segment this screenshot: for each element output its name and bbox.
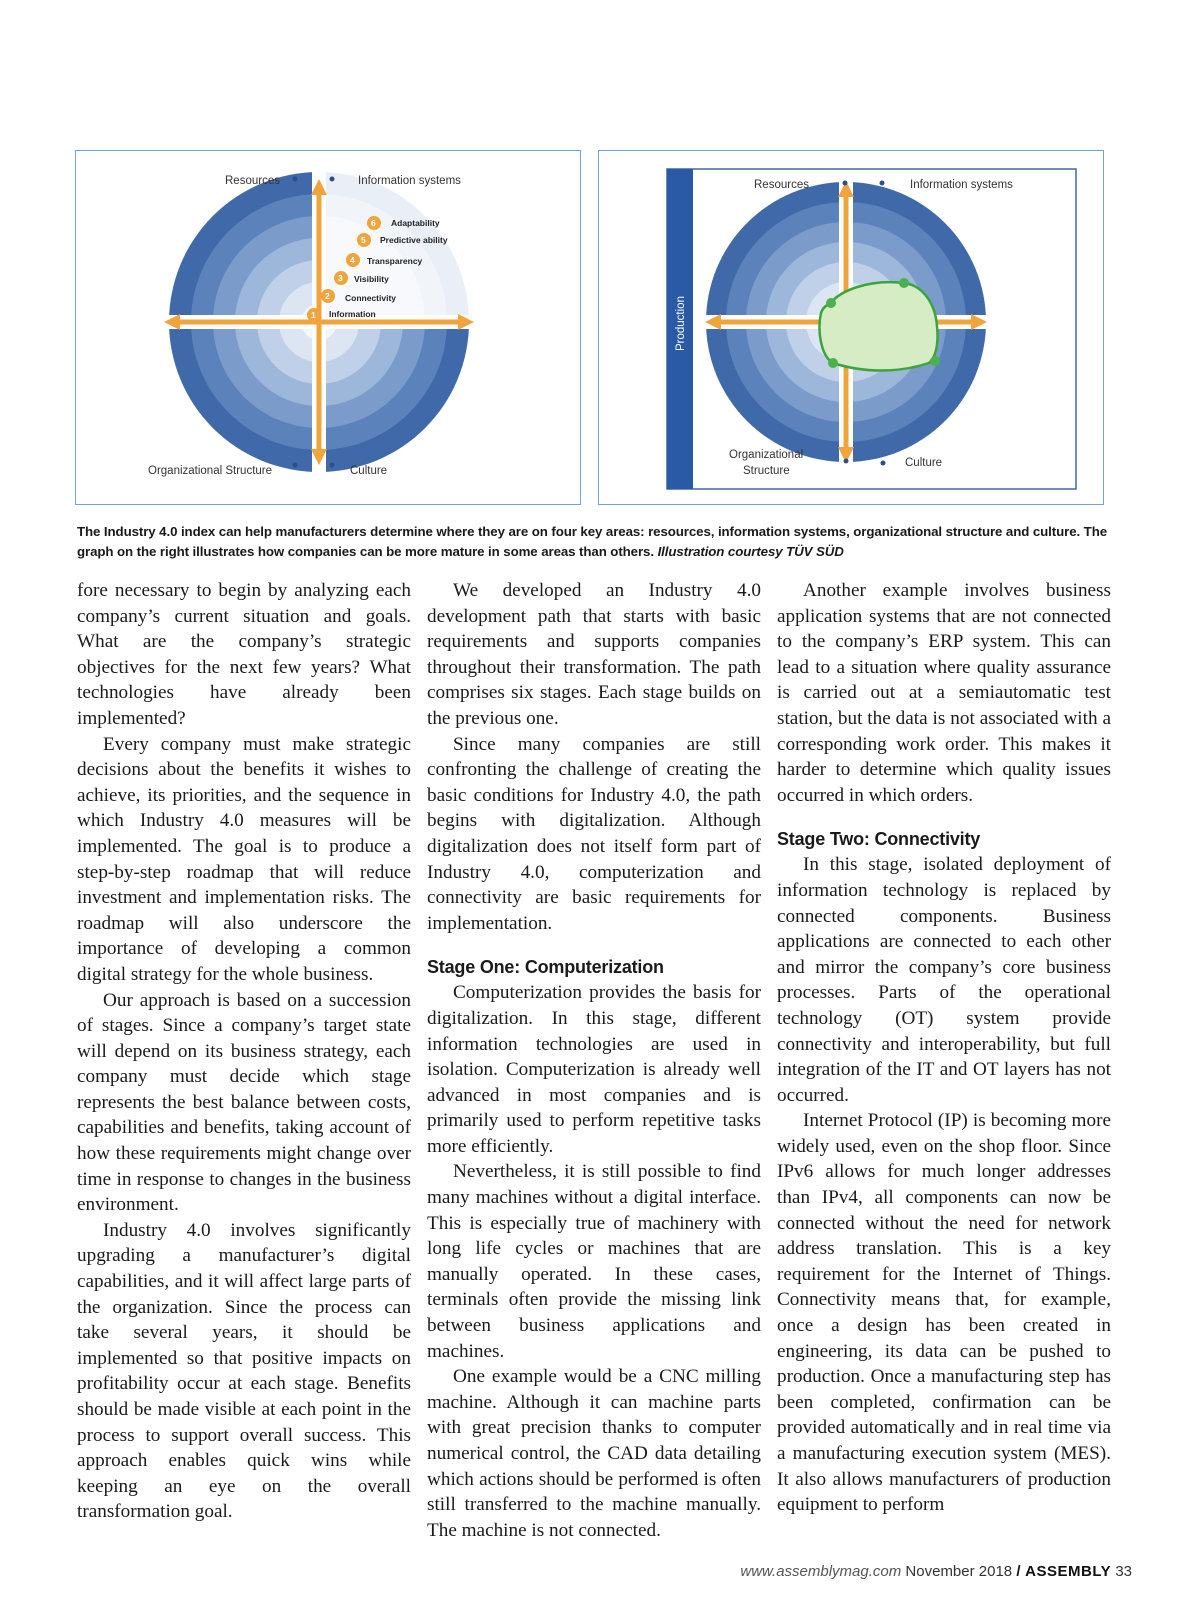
stage-number: 3 — [338, 273, 343, 283]
stage-number: 5 — [361, 235, 366, 245]
paragraph: Computerization provides the basis for digitalization. In this stage, different information technologies are used in isolation. Computerization is already well advanced in most companies and is primarily used to perform repetitive tasks more efficiently. — [427, 982, 761, 1157]
section-heading-stage-two: Stage Two: Connectivity — [777, 829, 981, 850]
page-footer — [740, 1563, 1132, 1580]
footer-date: November 2018 — [905, 1563, 1013, 1580]
stage-item — [346, 253, 423, 267]
stage-number: 1 — [311, 310, 316, 320]
article-column-1 — [77, 578, 411, 1525]
label-culture: Culture — [350, 465, 388, 477]
stage-label: Transparency — [367, 256, 423, 266]
article-column-2 — [427, 578, 761, 1543]
label-organizational-structure: Organizational Structure — [148, 465, 273, 477]
figure-caption — [77, 522, 1137, 562]
footer-url[interactable]: www.assemblymag.com — [740, 1563, 902, 1580]
stage-label: Visibility — [354, 274, 389, 284]
paragraph: Our approach is based on a succession of stages. Since a company’s target state will depend on its business strategy, each company must decide which stage represents the best balance between costs, capabilities and benefits, taking account of how these requirements might change over time in response to changes in the business environment. — [77, 989, 411, 1216]
figure-left-panel — [75, 150, 581, 505]
stage-label: Adaptability — [391, 218, 440, 228]
paragraph: Industry 4.0 involves significantly upgrading a manufacturer’s digital capabilities, and it will affect large parts of the organization. Since the process can take several years, it should be implemented so that positive impacts on profitability occur at each stage. Benefits should be made visible at each point in the process to support overall success. This approach enables quick wins while keeping an eye on the overall transformation goal. — [77, 1219, 411, 1523]
paragraph: One example would be a CNC milling machine. Although it can machine parts with great precision thanks to computer numerical control, the CAD data detailing which actions should be performed is often still transferred to the machine manually. The machine is not connected. — [427, 1366, 761, 1541]
stage-number: 4 — [350, 255, 355, 265]
label-resources: Resources — [225, 175, 280, 187]
stage-item — [367, 216, 440, 230]
industry-index-diagram-right — [599, 151, 1103, 504]
paragraph: We developed an Industry 4.0 development path that starts with basic requirements and supports companies throughout their transformation. The path comprises six stages. Each stage builds on the previous one. — [427, 580, 761, 729]
label-organizational-right-2: Structure — [743, 465, 790, 477]
paragraph: Internet Protocol (IP) is becoming more widely used, even on the shop floor. Since IPv6 allows for much longer addresses than IPv4, all components can now be connected without the need for network address translation. This is a key requirement for the Internet of Things. Connectivity means that, for example, once a design has been created in engineering, its data can be pushed to production. Once a manufacturing step has been completed, confirmation can be provided automatically and in real time via a manufacturing execution system (MES). It also allows manufacturers of production equipment to perform — [777, 1110, 1111, 1516]
industry-index-diagram-left — [76, 151, 580, 504]
label-production: Production — [675, 296, 687, 351]
maturity-shape — [820, 282, 938, 370]
paragraph: Since many companies are still confronting the challenge of creating the basic conditions for Industry 4.0, the path begins with digitalization. Although digitalization does not itself form part of Industry 4.0, computerization and connectivity are basic requirements for implementation. — [427, 733, 761, 934]
footer-page-number: 33 — [1115, 1563, 1132, 1580]
stage-number: 2 — [325, 291, 330, 301]
stage-label: Information — [329, 309, 376, 319]
label-information-systems-right: Information systems — [910, 179, 1013, 191]
stage-number: 6 — [371, 218, 376, 228]
caption-credit: Illustration courtesy TÜV SÜD — [657, 544, 844, 559]
paragraph: Nevertheless, it is still possible to find many machines without a digital interface. This is especially true of machinery with long life cycles or machines that are manually operated. In these cases, terminals often provide the missing link between business applications and machines. — [427, 1161, 761, 1362]
stage-item — [334, 271, 389, 285]
paragraph: Every company must make strategic decisions about the benefits it wishes to achieve, its priorities, and the sequence in which Industry 4.0 measures will be implemented. The goal is to produce a step-by-step roadmap that will reduce investment and implementation risks. The roadmap will also underscore the importance of developing a common digital strategy for the whole business. — [77, 733, 411, 985]
section-heading-stage-one: Stage One: Computerization — [427, 957, 664, 978]
stage-label: Connectivity — [345, 293, 397, 303]
label-organizational-right-1: Organizational — [729, 449, 804, 461]
label-resources-right: Resources — [754, 179, 809, 191]
footer-separator: / — [1016, 1563, 1021, 1580]
paragraph: Another example involves business application systems that are not connected to the company’s ERP system. This can lead to a situation where quality assurance is carried out at a semiautomatic test station, but the data is not associated with a corresponding work order. This makes it harder to determine which quality issues occurred in which orders. — [777, 580, 1111, 806]
paragraph: In this stage, isolated deployment of information technology is replaced by connected components. Business applications are connected to each other and mirror the company’s core business processes. Parts of the operational technology (OT) system provide connectivity and interoperability, but full integration of the IT and OT layers has not occurred. — [777, 854, 1111, 1106]
figure-right-panel — [598, 150, 1104, 505]
label-culture-right: Culture — [905, 457, 943, 469]
footer-magazine-name: ASSEMBLY — [1025, 1563, 1112, 1580]
paragraph: fore necessary to begin by analyzing each company’s current situation and goals. What are the company’s strategic objectives for the next few years? What technologies have already been implemented? — [77, 580, 411, 729]
caption-text: The Industry 4.0 index can help manufacturers determine where they are on four key areas: resources, information systems, organizational structure and culture. The graph on the right illustrates how companies can be more mature in some areas than others. — [77, 524, 1108, 559]
stage-label: Predictive ability — [380, 235, 448, 245]
article-column-3 — [777, 578, 1111, 1518]
label-information-systems: Information systems — [358, 175, 461, 187]
